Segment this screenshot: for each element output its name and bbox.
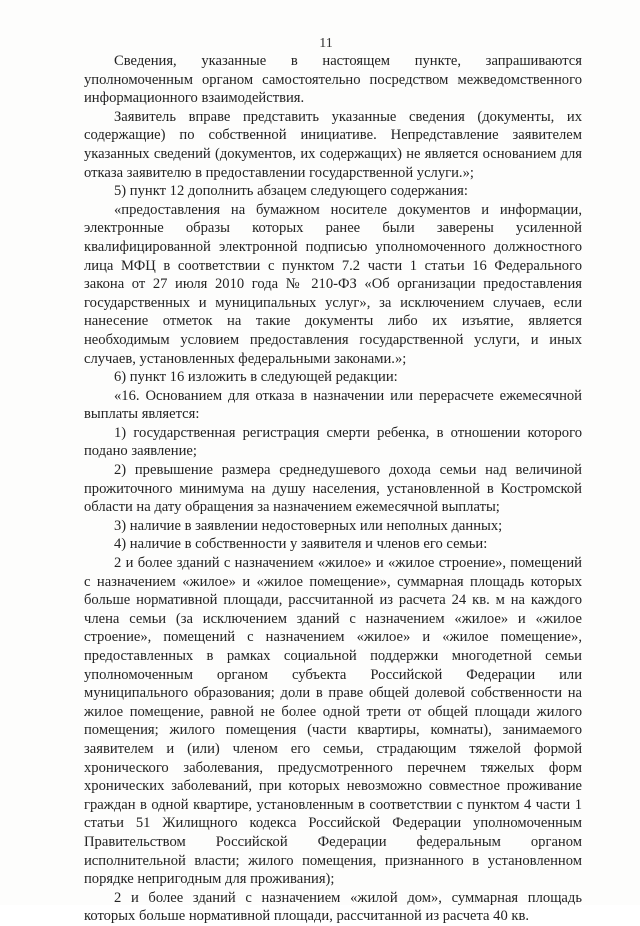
paragraph-5: 6) пункт 16 изложить в следующей редакции: xyxy=(114,369,398,386)
paragraph-12: 2 и более зданий с назначением «жилой дом», суммарная площадь которых больше нормативной площади, рассчитанной из расчета 40 кв. xyxy=(84,889,582,925)
paragraph-10: 4) наличие в собственности у заявителя и членов его семьи: xyxy=(114,536,488,553)
document-body xyxy=(84,52,582,926)
paragraph-9: 3) наличие в заявлении недостоверных или неполных данных; xyxy=(114,517,503,534)
paragraph-8: 2) превышение размера среднедушевого дохода семьи над величиной прожиточного минимума на душу населения, установленной в Костромской области на дату обращения за назначением ежемесячной выплаты; xyxy=(84,462,582,516)
paragraph-2: Заявитель вправе представить указанные сведения (документы, их содержащие) по собственной инициативе. Непредставление заявителем указанных сведений (документов, их содержащих) не является основанием для отказа заявителю в предоставлении государственной услуги.»; xyxy=(84,108,582,181)
paragraph-4: «предоставления на бумажном носителе документов и информации, электронные образы которых ранее были заверены усиленной квалифицированной электронной подписью уполномоченного должностного лица МФЦ в соответствии с пунктом 7.2 части 1 статьи 16 Федерального закона от 27 июля 2010 года № 210-ФЗ «Об организации предоставления государственных и муниципальных услуг», за исключением случаев, если нанесение отметок на такие документы либо их изъятие, является необходимым условием предоставления государственной услуги, и иных случаев, установленных федеральными законами.»; xyxy=(84,201,582,367)
paragraph-1: Сведения, указанные в настоящем пункте, запрашиваются уполномоченным органом самостоятельно посредством межведомственного информационного взаимодействия. xyxy=(84,53,582,107)
paragraph-3: 5) пункт 12 дополнить абзацем следующего содержания: xyxy=(114,183,468,200)
paragraph-6: «16. Основанием для отказа в назначении или перерасчете ежемесячной выплаты является: xyxy=(84,387,582,423)
paragraph-11: 2 и более зданий с назначением «жилое» и «жилое строение», помещений с назначением «жилое» и «жилое помещение», суммарная площадь которых больше нормативной площади, рассчитанной из расчета 24 кв. м на каждого члена семьи (за исключением зданий с назначением «жилое» и «жилое строение», помещений с назначением «жилое» и «жилое помещение», предоставленных в рамках социальной поддержки многодетной семьи уполномоченным органом субъекта Российской Федерации или муниципального образования; доли в праве общей долевой собственности на жилое помещение, равной не более одной трети от общей площади жилого помещения; жилого помещения (части квартиры, комнаты), занимаемого заявителем и (или) членом его семьи, страдающим тяжелой формой хронического заболевания, предусмотренного перечнем тяжелых форм хронических заболеваний, при которых невозможно совместное проживание граждан в одной квартире, установленным в соответствии с пунктом 4 части 1 статьи 51 Жилищного кодекса Российской Федерации уполномоченным Правительством Российской Федерации федеральным органом исполнительной власти; жилого помещения, признанного в установленном порядке непригодным для проживания); xyxy=(84,555,582,888)
page-number: 11 xyxy=(319,36,333,51)
paragraph-7: 1) государственная регистрация смерти ребенка, в отношении которого подано заявление; xyxy=(84,424,582,460)
